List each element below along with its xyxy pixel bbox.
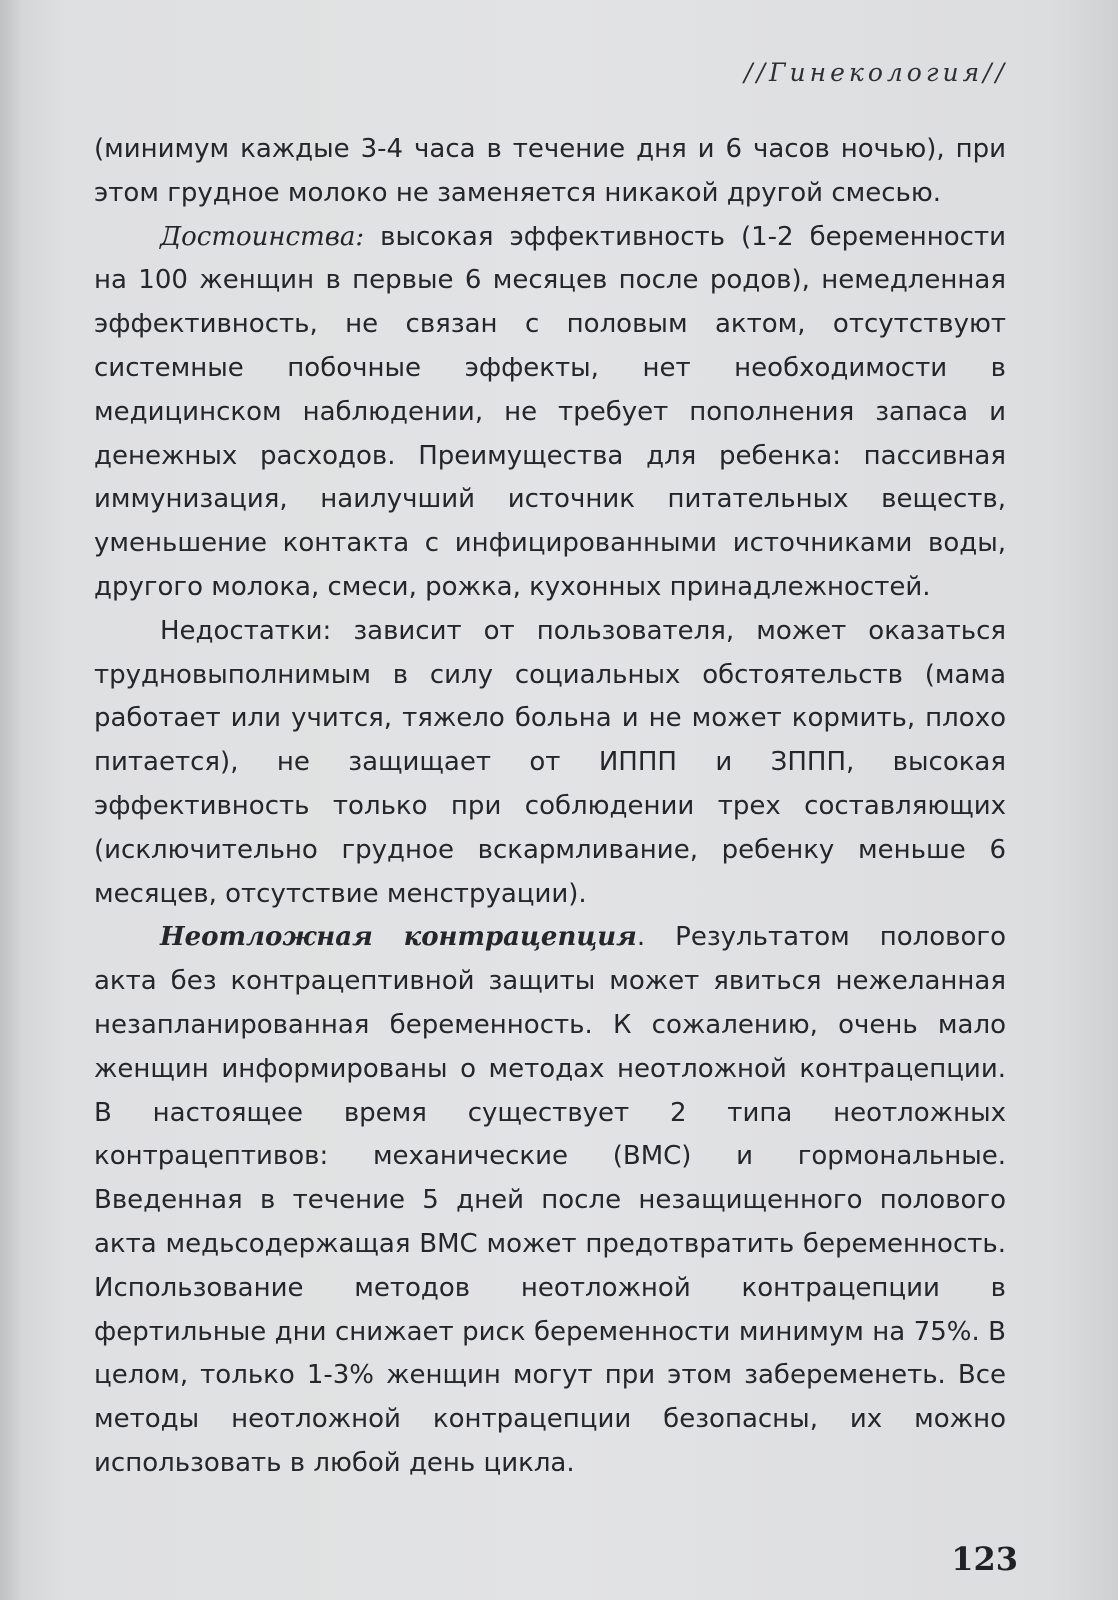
advantages-heading: Достоинства: [160, 221, 365, 252]
page-number: 123 [951, 1540, 1018, 1578]
body-text [94, 128, 1006, 1486]
advantages-text: высокая эффективность (1-2 беременности на 100 женщин в первые 6 месяцев после родов), немедленная эффективность, не связан с половым актом, отсутствуют системные побочные эффекты, нет необходимости в медицинском наблюдении, не требует пополнения запаса и денежных расходов. Преимущества для ребенка: пассивная иммунизация, наилучший источник питательных веществ, уменьшение контакта с инфицированными источниками воды, другого молока, смеси, рожка, кухонных принадлежностей. [94, 221, 1006, 602]
disadvantages-text: Недостатки: зависит от пользователя, может оказаться трудновыполнимым в силу социальных обстоятельств (мама работает или учится, тяжело больна и не может кормить, плохо питается), не защищает от ИППП и ЗППП, высокая эффективность только при соблюдении трех составляющих (исключительно грудное вскармливание, ребенку меньше 6 месяцев, отсутствие менструации). [94, 615, 1006, 909]
paragraph-advantages [94, 216, 1006, 610]
emergency-contraception-heading: Неотложная контрацепция [160, 922, 637, 953]
paragraph-continuation: (минимум каждые 3-4 часа в течение дня и 6 часов ночью), при этом грудное молоко не заменяется никакой другой смесью. [94, 134, 1006, 208]
running-header: //Гинекология// [744, 58, 1008, 87]
paragraph-disadvantages [94, 610, 1006, 917]
paragraph-emergency-contraception [94, 916, 1006, 1485]
spine-shadow [0, 0, 22, 1600]
emergency-contraception-text: . Результатом полового акта без контрацептивной защиты может явиться нежеланная незапланированная беременность. К сожалению, очень мало женщин информированы о методах неотложной контрацепции. В настоящее время существует 2 типа неотложных контрацептивов: механические (ВМС) и гормональные. Введенная в течение 5 дней после незащищенного полового акта медьсодержащая ВМС может предотвратить беременность. Использование методов неотложной контрацепции в фертильные дни снижает риск беременности минимум на 75%. В целом, только 1-3% женщин могут при этом забеременеть. Все методы неотложной контрацепции безопасны, их можно использовать в любой день цикла. [94, 922, 1006, 1478]
